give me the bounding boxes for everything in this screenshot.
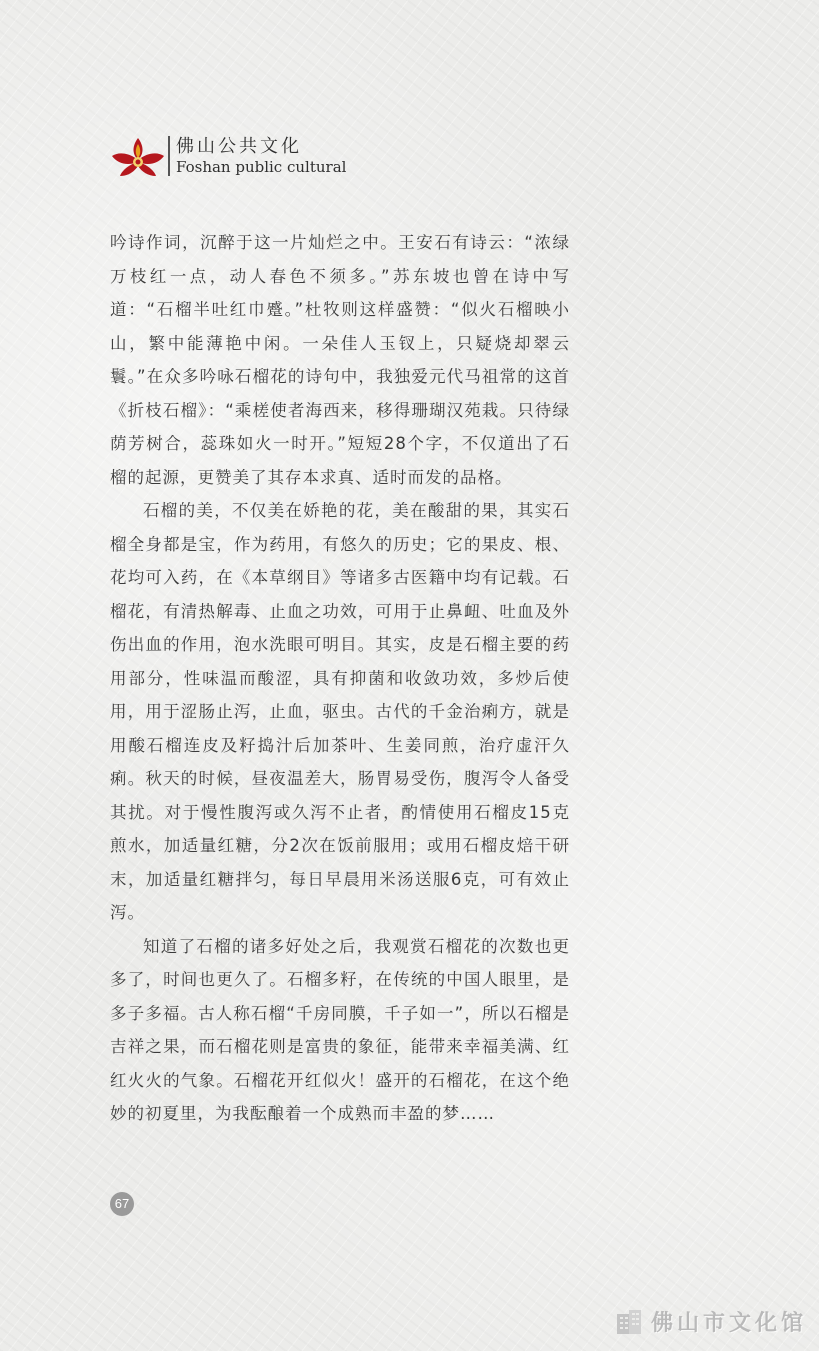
watermark-text: 佛山市文化馆 <box>650 1310 807 1336</box>
watermark <box>615 1306 807 1337</box>
header-title-block <box>176 135 347 176</box>
magazine-header <box>110 134 346 178</box>
header-title-english: Foshan public cultural <box>176 157 347 176</box>
header-title-chinese: 佛山公共文化 <box>176 135 302 157</box>
page-number-badge: 67 <box>110 1192 134 1216</box>
paragraph-3: 知道了石榴的诸多好处之后，我观赏石榴花的次数也更多了，时间也更久了。石榴多籽，在传统的中国人眼里，是多子多福。古人称石榴“千房同膜，千子如一”，所以石榴是吉祥之果，而石榴花则是富贵的象征，能带来幸福美满、红红火火的气象。石榴花开红似火！盛开的石榴花，在这个绝妙的初夏里，为我酝酿着一个成熟而丰盈的梦…… <box>110 936 570 1123</box>
paragraph-1: 吟诗作词，沉醉于这一片灿烂之中。王安石有诗云：“浓绿万枝红一点，动人春色不须多。”苏东坡也曾在诗中写道：“石榴半吐红巾蹙。”杜牧则这样盛赞：“似火石榴映小山，繁中能薄艳中闲。一朵佳人玉钗上，只疑烧却翠云鬟。”在众多吟咏石榴花的诗句中，我独爱元代马祖常的这首《折枝石榴》：“乘槎使者海西来，移得珊瑚汉苑栽。只待绿荫芳树合，蕊珠如火一时开。”短短28个字，不仅道出了石榴的起源，更赞美了其存本求真、适时而发的品格。 <box>110 233 570 487</box>
header-divider <box>168 136 170 176</box>
article-body <box>110 226 570 1131</box>
flower-logo-icon <box>110 134 166 178</box>
building-icon <box>615 1308 643 1336</box>
paragraph-2: 石榴的美，不仅美在娇艳的花，美在酸甜的果，其实石榴全身都是宝，作为药用，有悠久的历史；它的果皮、根、花均可入药，在《本草纲目》等诸多古医籍中均有记载。石榴花，有清热解毒、止血之功效，可用于止鼻衄、吐血及外伤出血的作用，泡水洗眼可明目。其实，皮是石榴主要的药用部分，性味温而酸涩，具有抑菌和收敛功效，多炒后使用，用于涩肠止泻，止血，驱虫。古代的千金治痢方，就是用酸石榴连皮及籽捣汁后加茶叶、生姜同煎，治疗虚汗久痢。秋天的时候，昼夜温差大，肠胃易受伤，腹泻令人备受其扰。对于慢性腹泻或久泻不止者，酌情使用石榴皮15克煎水，加适量红糖，分2次在饭前服用；或用石榴皮焙干研末，加适量红糖拌匀，每日早晨用米汤送服6克，可有效止泻。 <box>110 501 570 922</box>
